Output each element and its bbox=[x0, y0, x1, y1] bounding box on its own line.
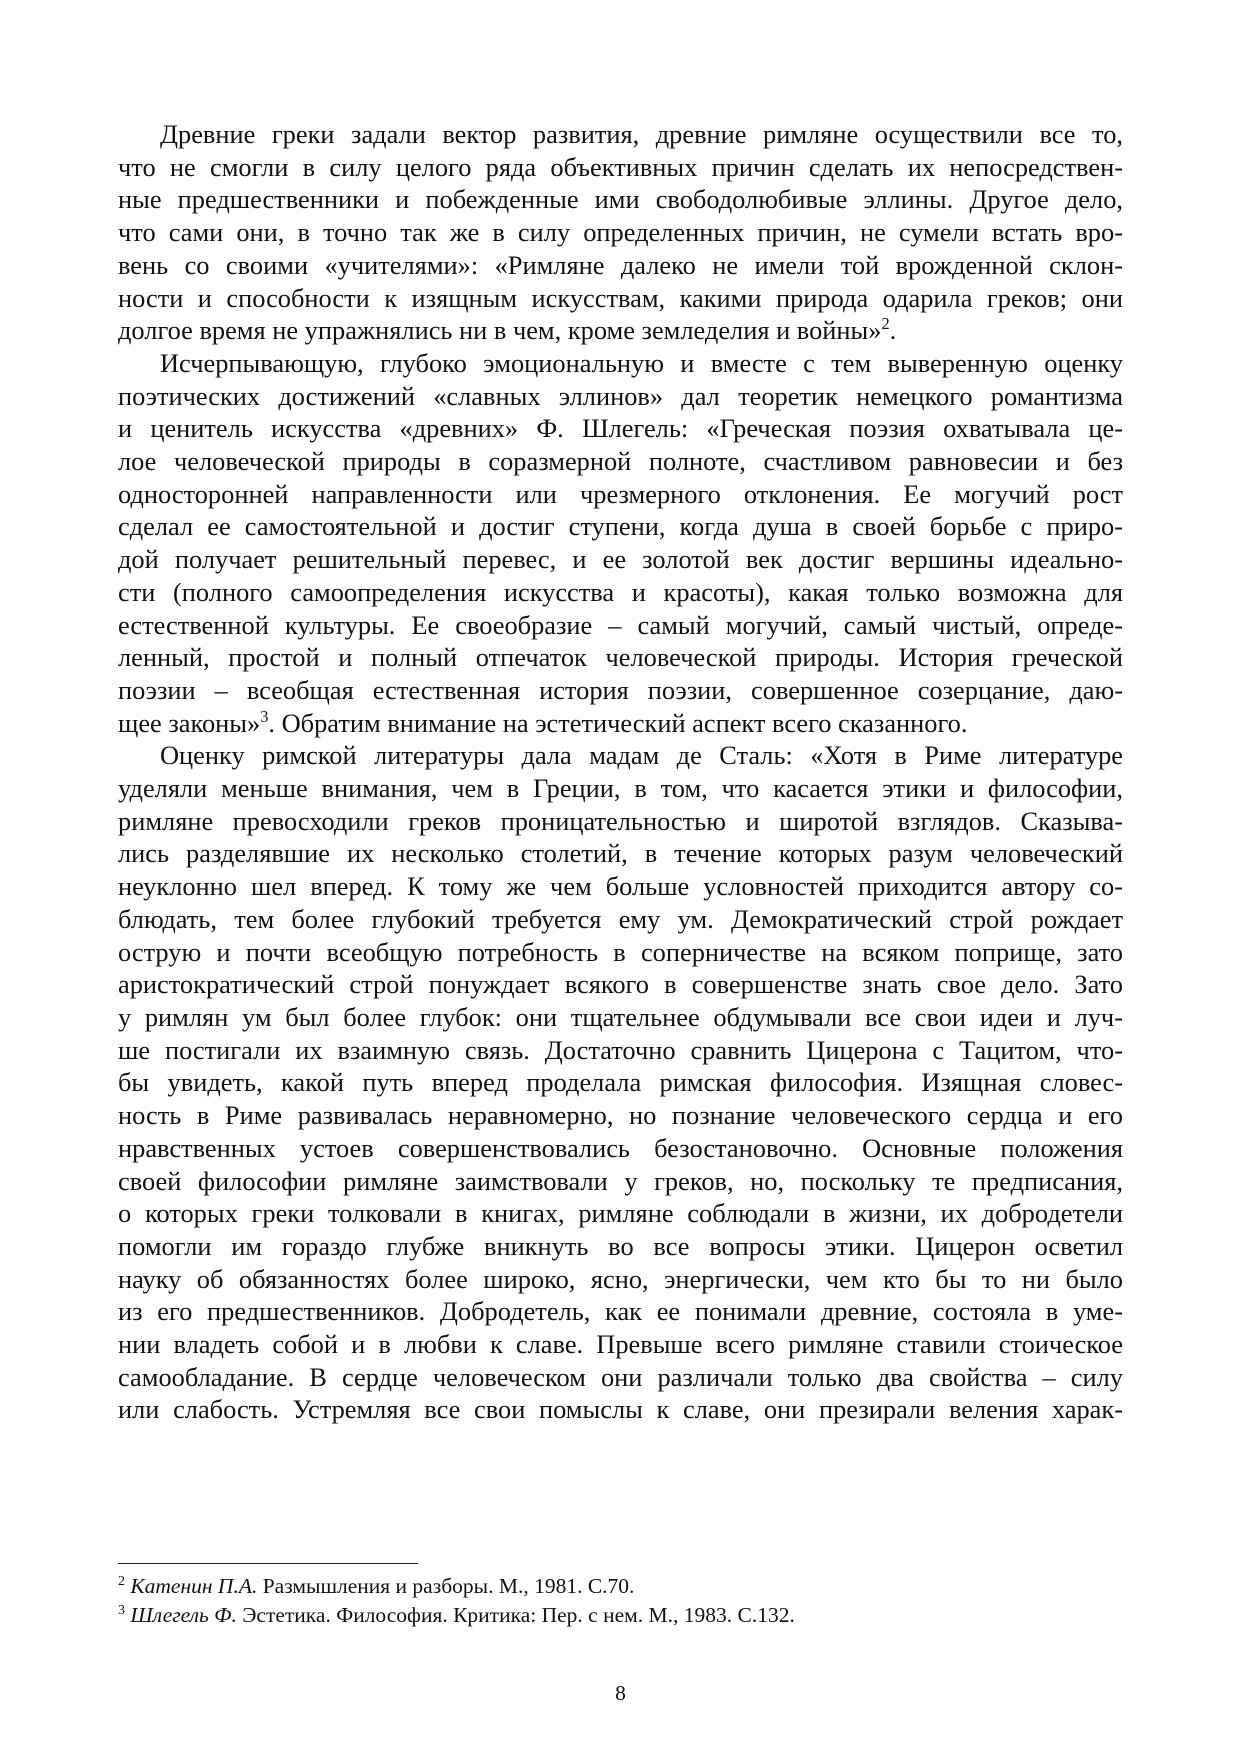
text-line: острую и почти всеобщую потребность в соперничестве на всяком поприще, зато bbox=[118, 936, 1123, 967]
text-line: вень со своими «учителями»: «Римляне далеко не имели той врожденной склон- bbox=[118, 249, 1123, 280]
text-line-content: долгое время не упражнялись ни в чем, кроме земледелия и войны» bbox=[118, 315, 882, 346]
text-line-tail: . Обратим внимание на эстетический аспект всего сказанного. bbox=[268, 707, 968, 738]
footnote-reference: 3 bbox=[260, 706, 269, 726]
text-line: естественной культуры. Ее своеобразие – самый могучий, самый чистый, опреде- bbox=[118, 609, 1123, 640]
text-line: помогли им гораздо глубже вникнуть во все вопросы этики. Цицерон осветил bbox=[118, 1230, 1123, 1261]
text-line bbox=[118, 707, 1123, 740]
footnote-number: 3 bbox=[118, 1602, 125, 1618]
text-line: лись разделявшие их несколько столетий, в течение которых разум человеческий bbox=[118, 838, 1123, 869]
page-number: 8 bbox=[615, 1681, 626, 1705]
text-line: нии владеть собой и в любви к славе. Превыше всего римляне ставили стоическое bbox=[118, 1329, 1123, 1360]
text-line: Исчерпывающую, глубоко эмоциональную и вместе с тем выверенную оценку bbox=[160, 347, 1123, 378]
text-line: что не смогли в силу целого ряда объективных причин сделать их непосредствен- bbox=[118, 151, 1123, 182]
footnote-text: Размышления и разборы. М., 1981. С.70. bbox=[257, 1574, 635, 1598]
footnote-text: Эстетика. Философия. Критика: Пер. с нем. М., 1983. С.132. bbox=[236, 1603, 795, 1627]
text-line: своей философии римляне заимствовали у греков, но, поскольку те предписания, bbox=[118, 1165, 1123, 1196]
text-line: поэзии – всеобщая естественная история поэзии, совершенное созерцание, даю- bbox=[118, 674, 1123, 705]
footnotes bbox=[118, 1572, 1123, 1630]
footnote-3 bbox=[118, 1601, 1123, 1630]
text-line: аристократический строй понуждает всякого в совершенстве знать свое дело. Зато bbox=[118, 969, 1123, 1000]
footnote-author: Катенин П.А. bbox=[130, 1574, 258, 1598]
text-line bbox=[118, 314, 1123, 347]
text-line: сти (полного самоопределения искусства и красоты), какая только возможна для bbox=[118, 576, 1123, 607]
text-line: ности и способности к изящным искусствам, какими природа одарила греков; они bbox=[118, 282, 1123, 313]
text-line: неуклонно шел вперед. К тому же чем больше условностей приходится автору со- bbox=[118, 871, 1123, 902]
text-line: самообладание. В сердце человеческом они различали только два свойства – силу bbox=[118, 1361, 1123, 1392]
text-line: лое человеческой природы в соразмерной полноте, счастливом равновесии и без bbox=[118, 446, 1123, 477]
text-line: дой получает решительный перевес, и ее золотой век достиг вершины идеально- bbox=[118, 544, 1123, 575]
paragraph-3 bbox=[118, 739, 1123, 1426]
text-line-tail: . bbox=[889, 315, 897, 346]
text-line: что сами они, в точно так же в силу определенных причин, не сумели встать вро- bbox=[118, 217, 1123, 248]
text-line: нравственных устоев совершенствовались безостановочно. Основные положения bbox=[118, 1132, 1123, 1163]
text-line: науку об обязанностях более широко, ясно, энергически, чем кто бы то ни было bbox=[118, 1263, 1123, 1294]
text-line: о которых греки толковали в книгах, римляне соблюдали в жизни, их добродетели bbox=[118, 1198, 1123, 1229]
text-line: ленный, простой и полный отпечаток человеческой природы. История греческой bbox=[118, 642, 1123, 673]
text-line: поэтических достижений «славных эллинов» дал теоретик немецкого романтизма bbox=[118, 380, 1123, 411]
text-line: ше постигали их взаимную связь. Достаточно сравнить Цицерона с Тацитом, что- bbox=[118, 1034, 1123, 1065]
text-line: Древние греки задали вектор развития, древние римляне осуществили все то, bbox=[160, 119, 1123, 149]
paragraph-1 bbox=[118, 118, 1123, 347]
paragraph-2 bbox=[118, 347, 1123, 739]
text-line: из его предшественников. Добродетель, как ее понимали древние, состояла в уме- bbox=[118, 1296, 1123, 1327]
text-line: ные предшественники и побежденные ими свободолюбивые эллины. Другое дело, bbox=[118, 184, 1123, 215]
main-text bbox=[118, 118, 1123, 1426]
footnote-author: Шлегель Ф. bbox=[130, 1603, 237, 1627]
footnote-2 bbox=[118, 1572, 1123, 1601]
text-line: Оценку римской литературы дала мадам де Сталь: «Хотя в Риме литературе bbox=[160, 740, 1123, 771]
text-line: бы увидеть, какой путь вперед проделала римская философия. Изящная словес- bbox=[118, 1067, 1123, 1098]
text-line: или слабость. Устремляя все свои помыслы к славе, они презирали веления харак- bbox=[118, 1394, 1123, 1425]
text-line: блюдать, тем более глубокий требуется ему ум. Демократический строй рождает bbox=[118, 903, 1123, 934]
text-line: ность в Риме развивалась неравномерно, но познание человеческого сердца и его bbox=[118, 1100, 1123, 1131]
footnote-divider bbox=[118, 1563, 418, 1564]
text-line-content: щее законы» bbox=[118, 707, 261, 738]
text-line: и ценитель искусства «древних» Ф. Шлегель: «Греческая поэзия охватывала це- bbox=[118, 413, 1123, 444]
footnote-reference: 2 bbox=[881, 314, 890, 334]
footnote-number: 2 bbox=[118, 1573, 125, 1589]
text-line: римляне превосходили греков проницательностью и широтой взглядов. Сказыва- bbox=[118, 805, 1123, 836]
text-line: уделяли меньше внимания, чем в Греции, в том, что касается этики и философии, bbox=[118, 773, 1123, 804]
text-line: односторонней направленности или чрезмерного отклонения. Ее могучий рост bbox=[118, 478, 1123, 509]
text-line: сделал ее самостоятельной и достиг ступени, когда душа в своей борьбе с приро- bbox=[118, 511, 1123, 542]
text-line: у римлян ум был более глубок: они тщательнее обдумывали все свои идеи и луч- bbox=[118, 1001, 1123, 1032]
